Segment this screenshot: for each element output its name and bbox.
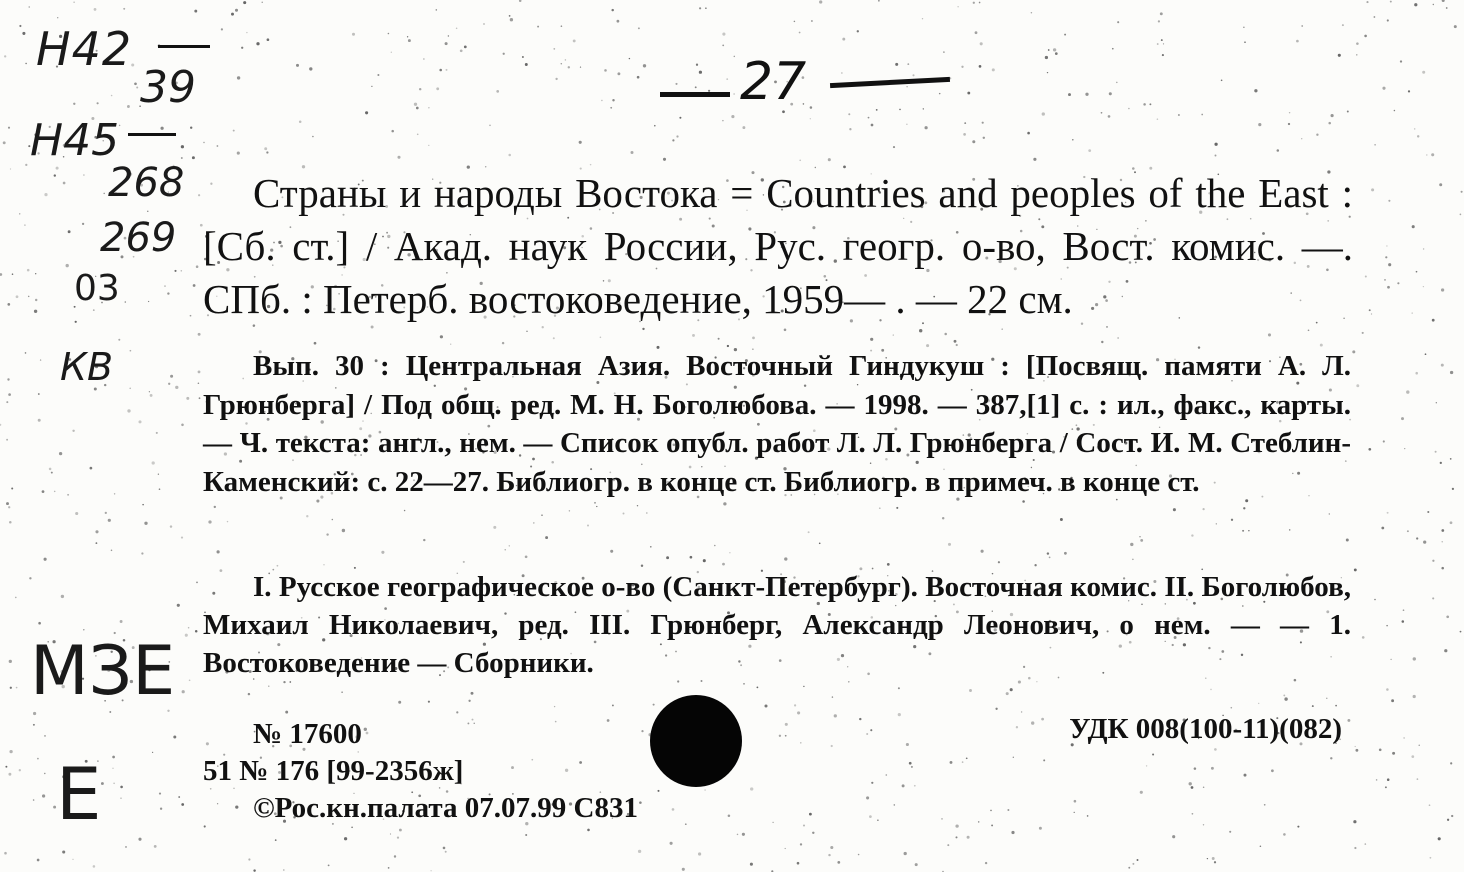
headings-text: I. Русское географическое о-во (Санкт-Петербург). Восточная комис. II. Боголюбов, Михаил Николаевич, ред. III. Грюнберг, Александр Леонович, о нем. — — 1. Востоковедение — Сборники. <box>203 571 1351 679</box>
handwritten-shelfmark-2: Н45 <box>30 115 120 166</box>
handwritten-shelfmark-top: Н42 <box>36 22 133 76</box>
subject-headings <box>203 568 1351 682</box>
title-description <box>203 167 1353 326</box>
fraction-bar <box>158 45 210 48</box>
handwritten-number-2: 269 <box>100 215 177 261</box>
order-number: 51 № 176 [99-2356ж] <box>203 755 464 787</box>
title-text: Страны и народы Востока = Countries and peoples of the East : [Сб. ст.] / Акад. наук России, Рус. геогр. о-во, Вост. комис. —. СПб. : Петерб. востоковедение, 1959— . — 22 см. <box>203 170 1353 322</box>
handwritten-shelfmark-bottom: 39 <box>140 62 196 113</box>
copyright-line: ©Рос.кн.палата 07.07.99 С831 <box>253 792 638 824</box>
handwritten-mark-m3e: МЗЕ <box>30 632 176 711</box>
handwritten-mark-03: 03 <box>74 268 120 309</box>
punch-hole <box>650 695 742 787</box>
issue-text: Вып. 30 : Центральная Азия. Восточный Гиндукуш : [Посвящ. памяти А. Л. Грюнберга] / Под общ. ред. М. Н. Боголюбова. — 1998. — 387,[1] с. : ил., факс., карты. — Ч. текста: англ., нем. — Список опубл. работ Л. Л. Грюнберга / Сост. И. М. Стеблин-Каменский: с. 22—27. Библиогр. в конце ст. Библиогр. в примеч. в конце ст. <box>203 350 1351 498</box>
page-number: 27 <box>740 52 807 112</box>
udk-code: УДК 008(100-11)(082) <box>1069 713 1342 745</box>
page-dash-left <box>660 92 730 97</box>
handwritten-number-1: 268 <box>108 160 185 206</box>
card-number: № 17600 <box>253 718 362 750</box>
fraction-bar-2 <box>128 133 176 136</box>
issue-description <box>203 347 1351 501</box>
handwritten-mark-kb: КВ <box>60 345 114 389</box>
handwritten-mark-e: Е <box>56 752 102 836</box>
card-footer-left <box>203 716 638 827</box>
